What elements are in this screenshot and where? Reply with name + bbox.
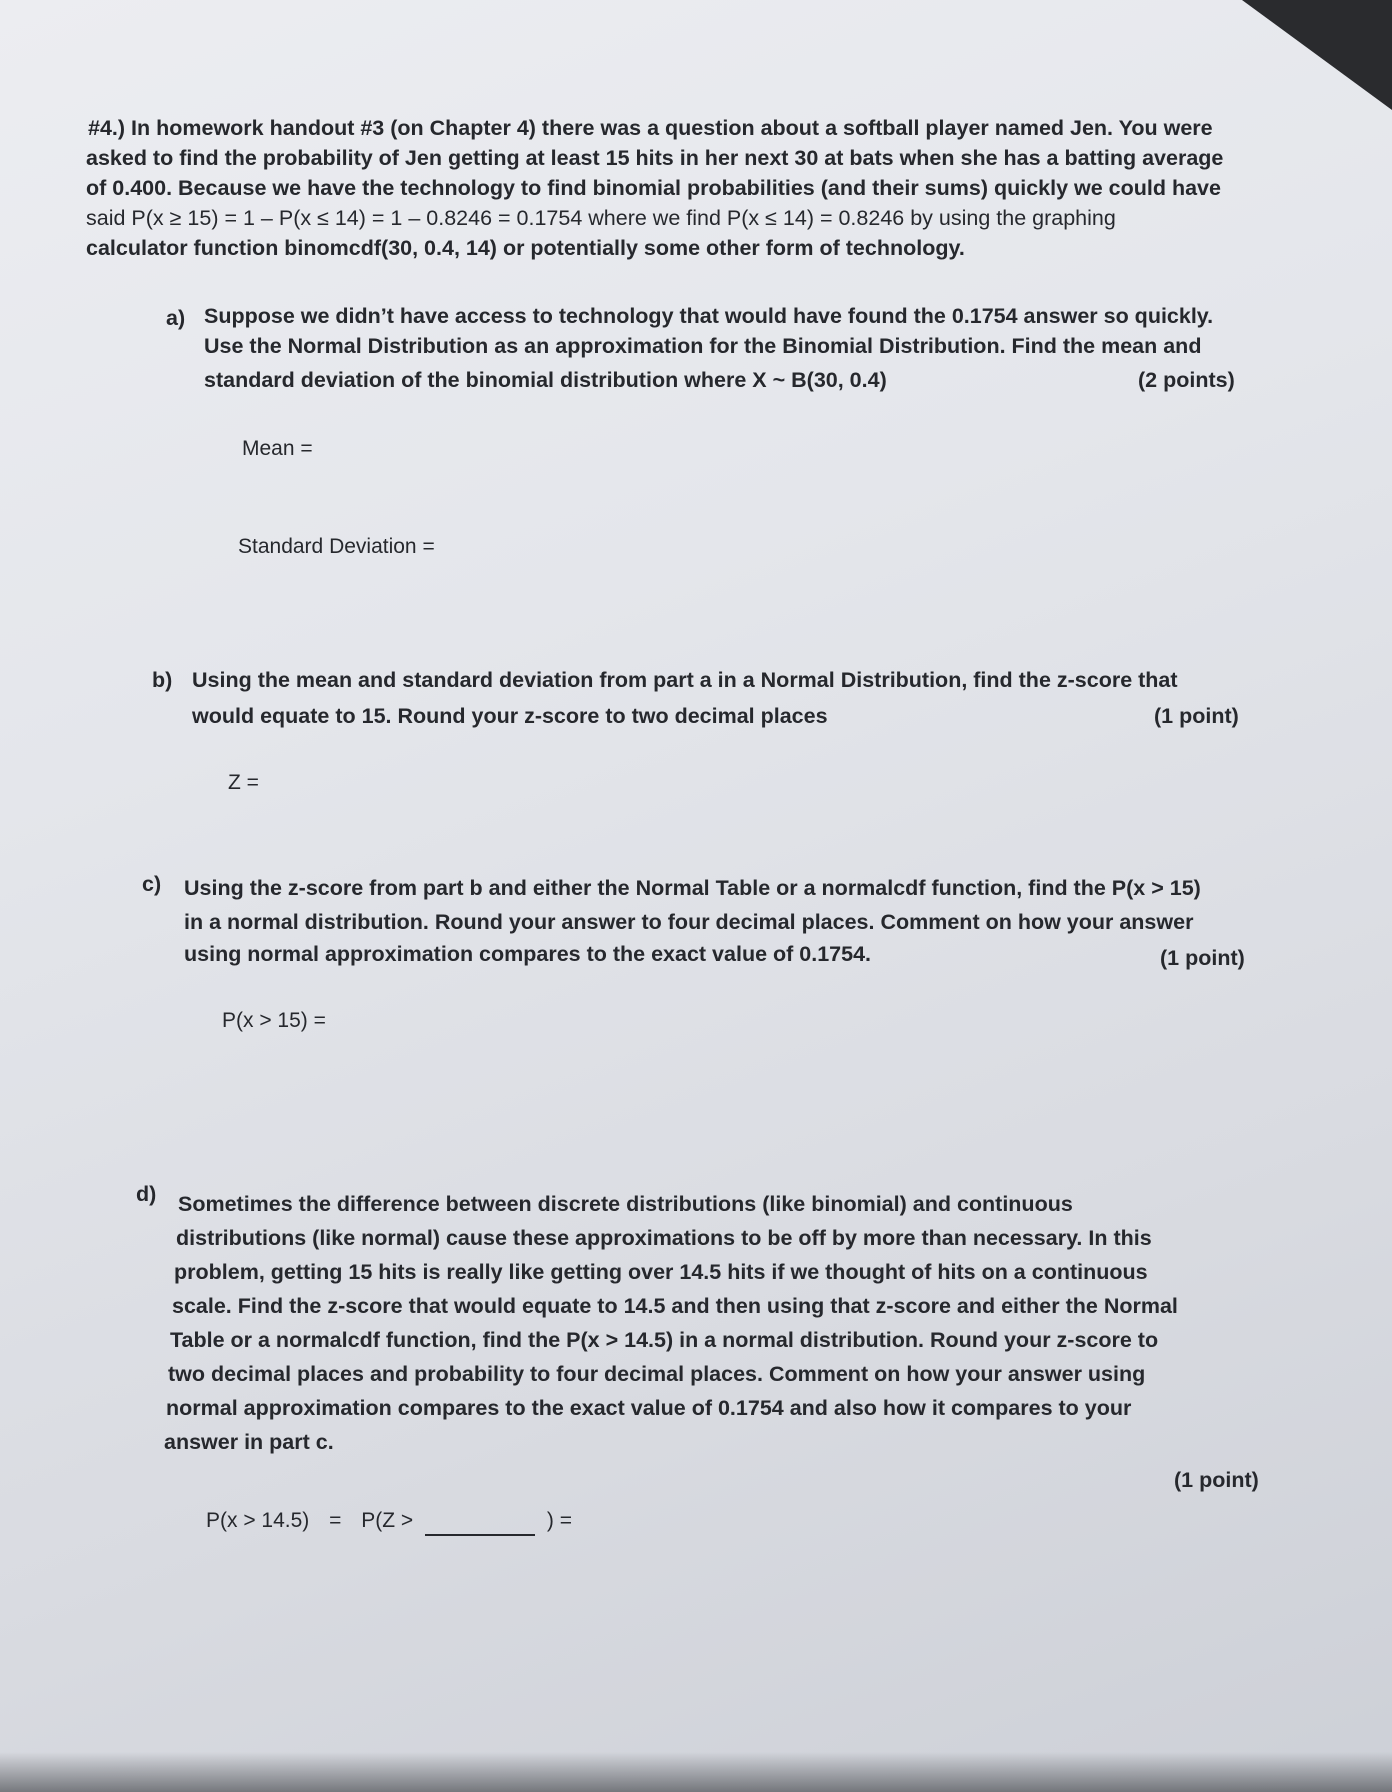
eq-z: P(Z >: [361, 1509, 414, 1532]
part-d-line-1: Sometimes the difference between discrete distributions (like binomial) and continuous: [178, 1192, 1073, 1216]
part-a-letter: a): [166, 306, 186, 330]
part-b-line-2: would equate to 15. Round your z-score to two decimal places: [192, 704, 828, 728]
part-a-line-3: standard deviation of the binomial distribution where X ~ B(30, 0.4): [204, 368, 887, 392]
mean-label: Mean =: [242, 437, 313, 460]
eq-close: ) =: [546, 1509, 572, 1532]
standard-deviation-label: Standard Deviation =: [238, 535, 435, 558]
eq-left: P(x > 14.5): [206, 1509, 310, 1532]
part-d-line-2: distributions (like normal) cause these approximations to be off by more than necessary. In this: [176, 1226, 1152, 1250]
part-d-line-8: answer in part c.: [164, 1430, 334, 1454]
part-c-line-1: Using the z-score from part b and either the Normal Table or a normalcdf function, find the P(x > 15): [184, 876, 1201, 900]
z-label: Z =: [228, 771, 259, 794]
page-corner-shadow: [1242, 0, 1392, 110]
intro-line-2: asked to find the probability of Jen getting at least 15 hits in her next 30 at bats when she has a batting average: [86, 146, 1224, 170]
part-d-line-3: problem, getting 15 hits is really like getting over 14.5 hits if we thought of hits on a continuous: [174, 1260, 1148, 1284]
intro-line-3: of 0.400. Because we have the technology to find binomial probabilities (and their sums) quickly we could have: [86, 176, 1221, 200]
part-a-line-1: Suppose we didn’t have access to technology that would have found the 0.1754 answer so quickly.: [204, 304, 1214, 328]
part-c-line-3: using normal approximation compares to the exact value of 0.1754.: [184, 942, 872, 966]
z-score-blank[interactable]: [425, 1514, 535, 1536]
part-d-equation: [206, 1506, 572, 1536]
part-c-letter: c): [142, 872, 162, 896]
bottom-edge-shadow: [0, 1752, 1392, 1792]
eq-equals: =: [329, 1509, 342, 1532]
part-d-letter: d): [136, 1182, 157, 1206]
part-c-points: (1 point): [1160, 946, 1245, 970]
part-d-line-4: scale. Find the z-score that would equate to 14.5 and then using that z-score and either the Normal: [172, 1294, 1178, 1318]
part-d-line-7: normal approximation compares to the exact value of 0.1754 and also how it compares to your: [166, 1396, 1132, 1420]
part-d-points: (1 point): [1174, 1468, 1259, 1492]
part-c-line-2: in a normal distribution. Round your answer to four decimal places. Comment on how your answer: [184, 910, 1194, 934]
part-a-line-2: Use the Normal Distribution as an approximation for the Binomial Distribution. Find the mean and: [204, 334, 1202, 358]
part-a-points: (2 points): [1138, 368, 1235, 392]
part-b-points: (1 point): [1154, 704, 1239, 728]
part-d-line-5: Table or a normalcdf function, find the P(x > 14.5) in a normal distribution. Round your z-score to: [170, 1328, 1159, 1352]
p-x-greater-15-label: P(x > 15) =: [222, 1009, 326, 1032]
intro-line-1: #4.) In homework handout #3 (on Chapter 4) there was a question about a softball player named Jen. You were: [88, 116, 1213, 140]
intro-line-4: said P(x ≥ 15) = 1 – P(x ≤ 14) = 1 – 0.8246 = 0.1754 where we find P(x ≤ 14) = 0.8246 by using the graphing: [86, 206, 1116, 230]
part-b-line-1: Using the mean and standard deviation from part a in a Normal Distribution, find the z-score that: [192, 668, 1178, 692]
part-b-letter: b): [152, 668, 173, 692]
intro-line-5: calculator function binomcdf(30, 0.4, 14) or potentially some other form of technology.: [86, 236, 965, 260]
part-d-line-6: two decimal places and probability to four decimal places. Comment on how your answer using: [168, 1362, 1146, 1386]
